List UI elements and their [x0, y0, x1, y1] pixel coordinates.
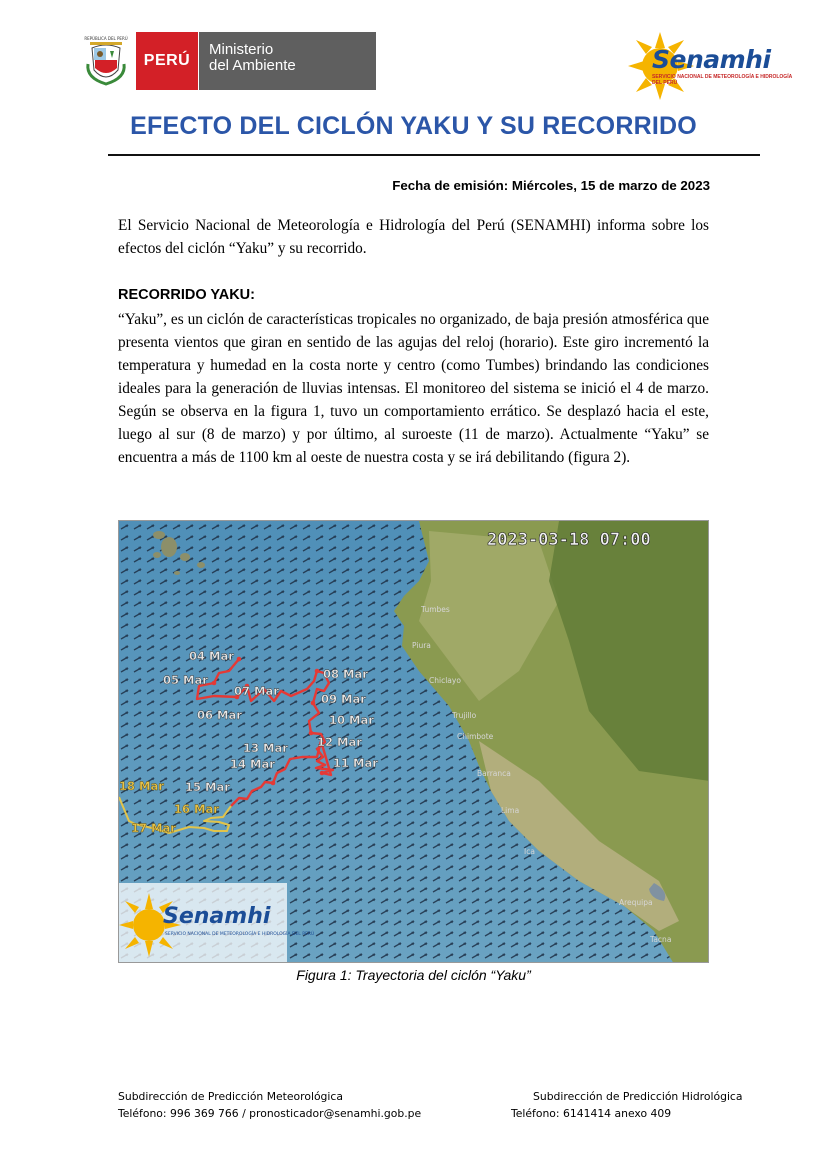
ministry-line-2: del Ambiente: [209, 57, 296, 74]
track-label: 14 Mar: [230, 757, 275, 771]
peru-ministry-logo: [84, 32, 376, 90]
track-label: 05 Mar: [163, 673, 208, 687]
map-logo-word: Senamhi: [163, 904, 271, 929]
forecast-label: 18 Mar: [119, 779, 164, 793]
map-logo-sub: SERVICIO NACIONAL DE METEOROLOGÍA E HIDROLOGÍA DEL PERÚ: [165, 932, 315, 937]
footer-right-line-1: Subdirección de Predicción Hidrológica: [533, 1090, 743, 1103]
track-label: 15 Mar: [185, 780, 230, 794]
shield-caption: REPÚBLICA DEL PERÚ: [84, 36, 128, 41]
peru-coat-of-arms-icon: [84, 34, 128, 88]
footer-left-line-1: Subdirección de Predicción Meteorológica: [118, 1090, 343, 1103]
city-label: Piura: [412, 641, 431, 650]
cyclone-track-map: [118, 520, 709, 963]
track-label: 12 Mar: [317, 735, 362, 749]
footer-meteorology: [118, 1088, 421, 1122]
route-paragraph: “Yaku”, es un ciclón de características tropicales no organizado, de baja presión atmosférica que presenta vientos que giran en sentido de las agujas del reloj (horario). Este giro incrementó la temperatura y humedad en la costa norte y centro (como Tumbes) brindando las condiciones ideales para la generación de lluvias intensas. El monitoreo del sistema se inició el 4 de marzo. Según se observa en la figura 1, tuvo un comportamiento errático. Se desplazó hacia el este, luego al sur (8 de marzo) y por último, al suroeste (11 de marzo). Actualmente “Yaku” se encuentra a más de 1100 km al oeste de nuestra costa y se irá debilitando (figura 2).: [118, 311, 709, 466]
track-label: 11 Mar: [333, 756, 378, 770]
ministry-line-1: Ministerio: [209, 41, 274, 58]
senamhi-wordmark: Senamhi: [652, 45, 771, 74]
issue-date: Fecha de emisión: Miércoles, 15 de marzo de 2023: [392, 178, 710, 193]
peru-label: PERÚ: [136, 32, 198, 90]
senamhi-logo: [628, 30, 793, 100]
track-label: 08 Mar: [323, 667, 368, 681]
route-heading: RECORRIDO YAKU:: [118, 287, 255, 303]
city-label: Tacna: [650, 935, 672, 944]
track-label: 06 Mar: [197, 708, 242, 722]
title-divider: [108, 154, 760, 156]
city-label: Lima: [501, 806, 520, 815]
footer-right-line-2: Teléfono: 6141414 anexo 409: [511, 1107, 672, 1120]
track-label: 10 Mar: [329, 713, 374, 727]
map-timestamp: 2023-03-18 07:00: [487, 530, 651, 550]
document-title: EFECTO DEL CICLÓN YAKU Y SU RECORRIDO: [130, 112, 697, 140]
city-label: Chimbote: [457, 732, 494, 741]
map-senamhi-logo: [119, 883, 314, 963]
city-label: Trujillo: [452, 711, 477, 720]
senamhi-subtitle: SERVICIO NACIONAL DE METEOROLOGÍA E HIDROLOGÍA DEL PERÚ: [652, 74, 793, 86]
city-label: Ica: [524, 847, 535, 856]
city-label: Arequipa: [619, 898, 653, 907]
track-label: 04 Mar: [189, 649, 234, 663]
forecast-label: 17 Mar: [131, 821, 176, 835]
map-svg: [119, 521, 709, 963]
forecast-label: 16 Mar: [174, 802, 219, 816]
track-label: 07 Mar: [234, 684, 279, 698]
footer-left-line-2: Teléfono: 996 369 766 / pronosticador@senamhi.gob.pe: [118, 1107, 422, 1120]
track-label: 09 Mar: [321, 692, 366, 706]
city-label: Tumbes: [421, 605, 450, 614]
ministry-name: [198, 32, 296, 90]
footer-hydrology: [511, 1088, 743, 1122]
city-label: Barranca: [477, 769, 511, 778]
city-label: Chiclayo: [429, 676, 461, 685]
ministry-banner: [136, 32, 376, 90]
intro-paragraph: El Servicio Nacional de Meteorología e Hidrología del Perú (SENAMHI) informa sobre los efectos del ciclón “Yaku” y su recorrido.: [118, 217, 709, 257]
track-label: 13 Mar: [243, 741, 288, 755]
figure-caption: Figura 1: Trayectoria del ciclón “Yaku”: [296, 967, 531, 983]
